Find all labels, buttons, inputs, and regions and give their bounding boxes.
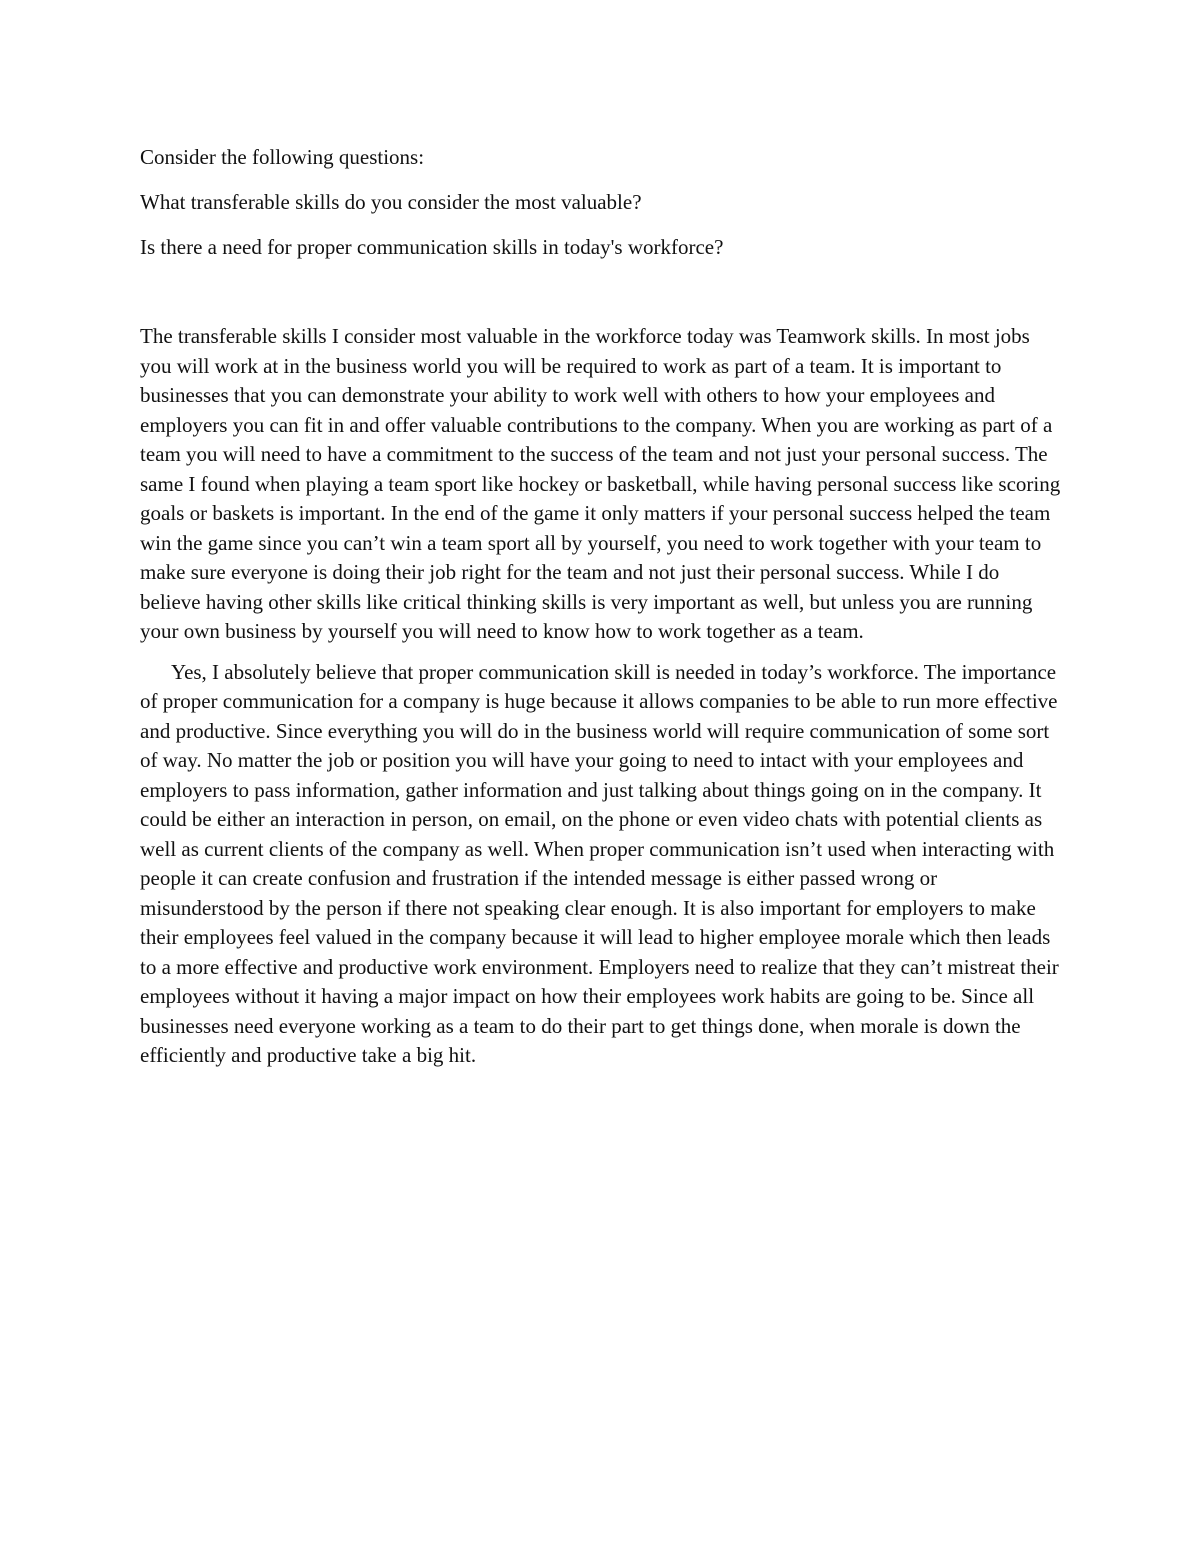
paragraph-1: The transferable skills I consider most valuable in the workforce today was Teamwork skills. In most jobs you will work at in the business world you will be required to work as part of a team. It is important to businesses that you can demonstrate your ability to work well with others to how your employees and employers you can fit in and offer valuable contributions to the company. When you are working as part of a team you will need to have a commitment to the success of the team and not just your personal success. The same I found when playing a team sport like hockey or basketball, while having personal success like scoring goals or baskets is important. In the end of the game it only matters if your personal success helped the team win the game since you can’t win a team sport all by yourself, you need to work together with your team to make sure everyone is doing their job right for the team and not just their personal success. While I do believe having other skills like critical thinking skills is very important as well, but unless you are running your own business by yourself you will need to know how to work together as a team. (140, 324, 1061, 643)
essay-body (140, 322, 1065, 1071)
prompt-intro: Consider the following questions: (140, 145, 425, 169)
paragraph-2: Yes, I absolutely believe that proper communication skill is needed in today’s workforce. The importance of proper communication for a company is huge because it allows companies to be able to run more effective and productive. Since everything you will do in the business world will require communication of some sort of way. No matter the job or position you will have your going to need to intact with your employees and employers to pass information, gather information and just talking about things going on in the company. It could be either an interaction in person, on email, on the phone or even video chats with potential clients as well as current clients of the company as well. When proper communication isn’t used when interacting with people it can create confusion and frustration if the intended message is either passed wrong or misunderstood by the person if there not speaking clear enough. It is also important for employers to make their employees feel valued in the company because it will lead to higher employee morale which then leads to a more effective and productive work environment. Employers need to realize that they can’t mistreat their employees without it having a major impact on how their employees work habits are going to be. Since all businesses need everyone working as a team to do their part to get things done, when morale is down the efficiently and productive take a big hit. (140, 659, 1059, 1067)
question-2: Is there a need for proper communication skills in today's workforce? (140, 235, 724, 259)
question-1: What transferable skills do you consider the most valuable? (140, 190, 642, 214)
